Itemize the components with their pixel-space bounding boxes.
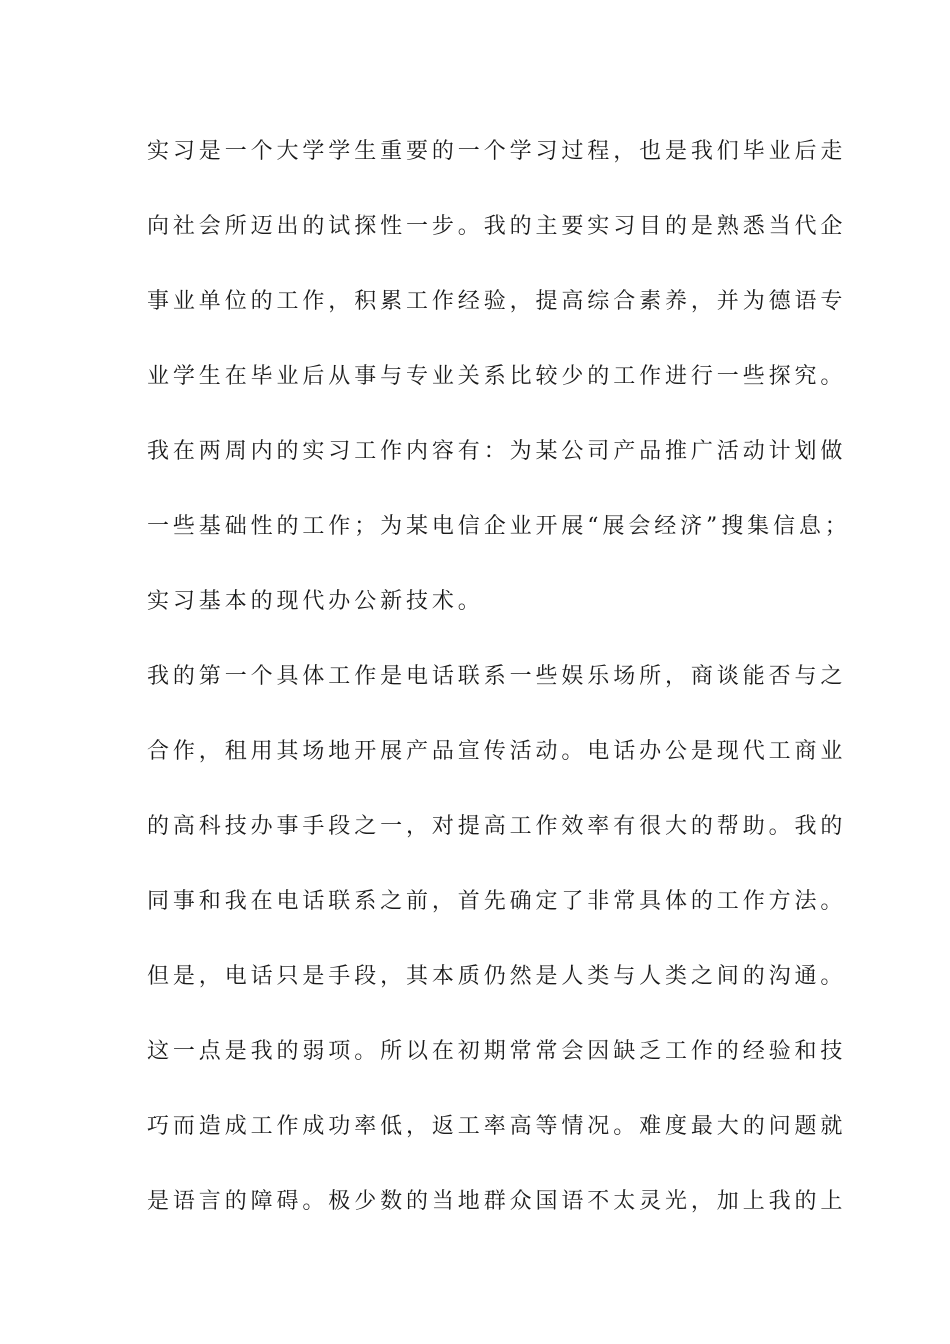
- text-line: 实习基本的现代办公新技术。: [147, 589, 484, 614]
- text-line: 同事和我在电话联系之前，首先确定了非常具体的工作方法。: [147, 889, 847, 914]
- text-line: 一些基础性的工作；为某电信企业开展“展会经济”搜集信息；: [147, 514, 851, 539]
- text-line: 事业单位的工作，积累工作经验，提高综合素养，并为德语专: [147, 289, 847, 314]
- text-line: 向社会所迈出的试探性一步。我的主要实习目的是熟悉当代企: [147, 214, 847, 239]
- text-line: 巧而造成工作成功率低，返工率高等情况。难度最大的问题就: [147, 1114, 847, 1139]
- text-line: 业学生在毕业后从事与专业关系比较少的工作进行一些探究。: [147, 364, 847, 389]
- text-line: 实习是一个大学学生重要的一个学习过程，也是我们毕业后走: [147, 139, 847, 164]
- text-line: 我的第一个具体工作是电话联系一些娱乐场所，商谈能否与之: [147, 664, 847, 689]
- text-line: 这一点是我的弱项。所以在初期常常会因缺乏工作的经验和技: [147, 1039, 847, 1064]
- text-line: 我在两周内的实习工作内容有：为某公司产品推广活动计划做: [147, 439, 847, 464]
- body-text: [147, 130, 851, 1255]
- text-line: 的高科技办事手段之一，对提高工作效率有很大的帮助。我的: [147, 814, 847, 839]
- text-line: 但是，电话只是手段，其本质仍然是人类与人类之间的沟通。: [147, 964, 847, 989]
- text-line: 合作，租用其场地开展产品宣传活动。电话办公是现代工商业: [147, 739, 847, 764]
- text-line: 是语言的障碍。极少数的当地群众国语不太灵光，加上我的上: [147, 1189, 847, 1214]
